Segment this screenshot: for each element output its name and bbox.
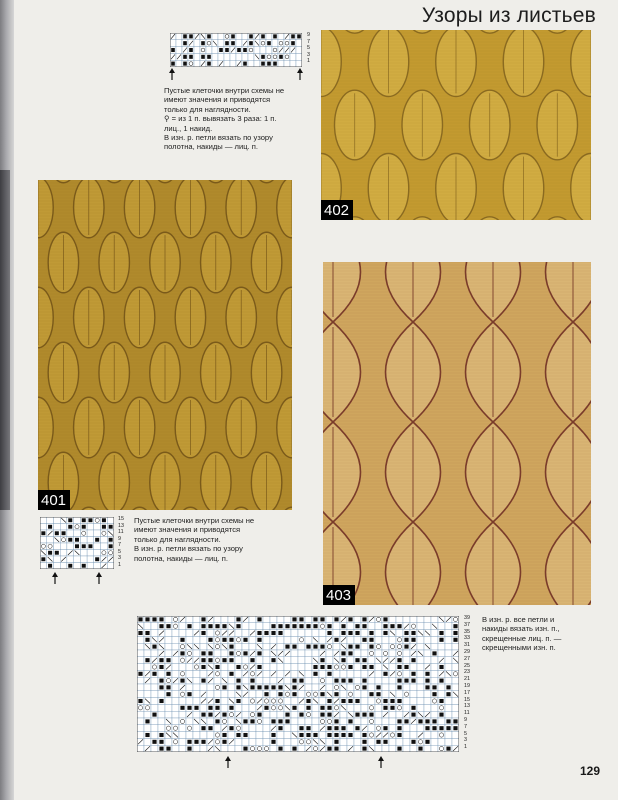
note-line: Пустые клеточки внутри схемы не — [134, 516, 255, 525]
book-spine-shadow — [0, 170, 10, 510]
row-number: 27 — [464, 655, 470, 662]
chart-403-grid — [137, 616, 459, 752]
knit-photo-401-image — [38, 180, 292, 510]
row-number: 9 — [118, 535, 121, 542]
note-line: накиды вязать изн. п., — [482, 624, 560, 634]
row-number: 7 — [307, 38, 310, 45]
knit-photo-401 — [38, 180, 292, 510]
row-number: 23 — [464, 669, 470, 676]
row-number: 19 — [464, 682, 470, 689]
note-pattern-403 — [482, 615, 561, 653]
page-number: 129 — [579, 764, 600, 778]
row-number: 5 — [464, 730, 467, 737]
row-number: 3 — [118, 555, 121, 561]
repeat-arrow-icon — [95, 572, 103, 584]
row-number: 5 — [118, 548, 121, 555]
repeat-arrow-icon — [224, 756, 232, 768]
note-line: В изн. р. петли вязать по узору — [164, 133, 273, 143]
chart-402-row-numbers — [307, 33, 310, 66]
note-line: В изн. р. все петли и — [482, 615, 555, 624]
pattern-number-402: 402 — [321, 200, 353, 220]
knit-photo-403 — [323, 262, 591, 605]
chart-402 — [170, 33, 302, 67]
chart-403-row-numbers — [464, 616, 470, 752]
chart-401-grid — [40, 517, 114, 569]
row-number: 13 — [464, 703, 470, 710]
repeat-arrow-icon — [296, 68, 304, 80]
note-line: только для наглядности. — [134, 534, 221, 544]
chart-402-grid — [170, 33, 302, 67]
note-pattern-401 — [134, 516, 254, 563]
row-number: 11 — [464, 710, 470, 717]
repeat-arrow-icon — [168, 68, 176, 80]
row-number: 1 — [307, 58, 310, 65]
row-number: 29 — [464, 648, 470, 655]
note-line: полотна, накиды — лиц. п. — [164, 142, 259, 152]
row-number: 39 — [464, 615, 470, 621]
note-line: В изн. р. петли вязать по узору — [134, 544, 243, 554]
row-number: 9 — [464, 716, 467, 723]
row-number: 15 — [464, 696, 470, 703]
row-number: 1 — [118, 561, 121, 568]
chart-401 — [40, 517, 114, 569]
note-line: имеют значения и приводятся — [164, 95, 271, 105]
row-number: 3 — [307, 51, 310, 58]
note-line: только для наглядности. — [164, 104, 251, 114]
row-number: 13 — [118, 522, 124, 529]
row-number: 3 — [464, 737, 467, 744]
row-number: 1 — [464, 744, 467, 751]
chart-401-row-numbers — [118, 517, 124, 569]
knit-photo-402-image — [321, 30, 591, 220]
row-number: 21 — [464, 676, 470, 683]
note-line: лиц., 1 накид. — [164, 123, 213, 133]
pattern-number-401: 401 — [38, 490, 70, 510]
row-number: 7 — [464, 723, 467, 730]
note-line: Пустые клеточки внутри схемы не — [164, 86, 285, 95]
row-number: 25 — [464, 662, 470, 669]
note-line: скрещенные лиц. п. — — [482, 633, 562, 643]
knit-photo-403-image — [323, 262, 591, 605]
note-line: скрещенными изн. п. — [482, 643, 556, 653]
note-pattern-402 — [164, 86, 284, 152]
knit-photo-402 — [321, 30, 591, 220]
repeat-arrow-icon — [377, 756, 385, 768]
repeat-arrow-icon — [51, 572, 59, 584]
note-line: ⚲ = из 1 п. вывязать 3 раза: 1 п. — [164, 114, 277, 124]
note-line: имеют значения и приводятся — [134, 525, 241, 535]
row-number: 31 — [464, 642, 470, 649]
row-number: 7 — [118, 542, 121, 548]
row-number: 35 — [464, 628, 470, 635]
row-number: 33 — [464, 635, 470, 642]
note-line: полотна, накиды — лиц. п. — [134, 553, 229, 563]
row-number: 5 — [307, 45, 310, 52]
page-title: Узоры из листьев — [421, 4, 596, 27]
row-number: 17 — [464, 689, 470, 696]
row-number: 37 — [464, 621, 470, 628]
row-number: 11 — [118, 529, 124, 535]
row-number: 9 — [307, 32, 310, 38]
pattern-number-403: 403 — [323, 585, 355, 605]
chart-403 — [137, 616, 459, 752]
row-number: 15 — [118, 516, 124, 522]
